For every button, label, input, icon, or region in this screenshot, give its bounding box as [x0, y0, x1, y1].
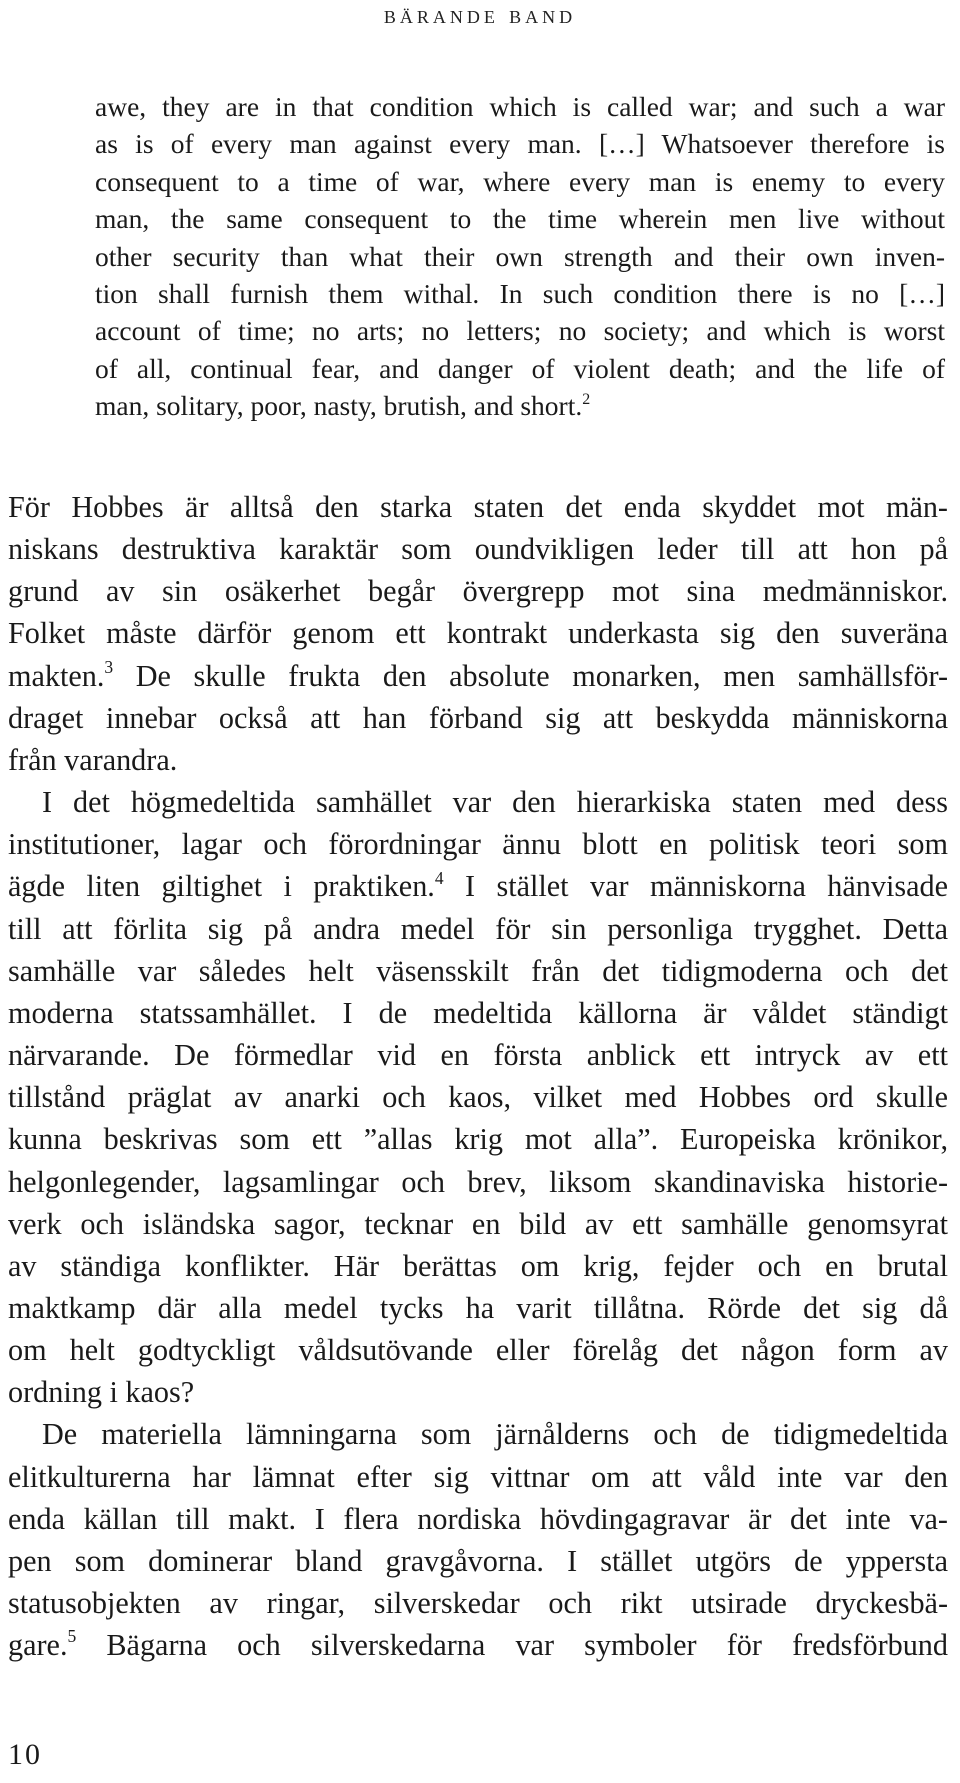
- text-line: De materiella lämningarna som järnålderns och de tidigmedeltida: [42, 1417, 948, 1452]
- quote-line: [95, 387, 945, 424]
- text-line: [8, 655, 948, 697]
- text-line: [8, 1624, 948, 1666]
- text-line: till att förlita sig på andra medel för sin personliga trygghet. Detta: [8, 911, 948, 946]
- quote-line: consequent to a time of war, where every man is enemy to every: [95, 165, 945, 197]
- body-text: [8, 486, 948, 1666]
- quote-line: of all, continual fear, and danger of violent death; and the life of: [95, 352, 945, 384]
- text-line: pen som dominerar bland gravgåvorna. I stället utgörs de yppersta: [8, 1543, 948, 1578]
- text-line: [8, 865, 948, 907]
- text-line: från varandra.: [8, 742, 178, 777]
- quote-line: other security than what their own strength and their own inven-: [95, 240, 945, 272]
- text-line: grund av sin osäkerhet begår övergrepp mot sina medmänniskor.: [8, 574, 948, 609]
- footnote-marker: 2: [582, 390, 591, 408]
- paragraph: [8, 486, 948, 781]
- paragraph: [8, 781, 948, 1413]
- text-line: samhälle var således helt väsensskilt från det tidigmoderna och det: [8, 953, 948, 988]
- paragraph: [8, 1413, 948, 1666]
- text-line: av ständiga konflikter. Här berättas om krig, fejder och en brutal: [8, 1248, 948, 1283]
- footnote-marker: 5: [67, 1626, 77, 1647]
- text-line: maktkamp där alla medel tycks ha varit tillåtna. Rörde det sig då: [8, 1290, 948, 1325]
- running-head: bärande band: [383, 2, 577, 29]
- text-segment: makten.: [8, 658, 105, 693]
- text-line: verk och isländska sagor, tecknar en bild av ett samhälle genomsyrat: [8, 1206, 948, 1241]
- text-line: helgonlegender, lagsamlingar och brev, liksom skandinaviska historie-: [8, 1164, 948, 1199]
- text-line: draget innebar också att han förband sig att beskydda människorna: [8, 700, 948, 735]
- page-number: 10: [8, 1738, 42, 1771]
- text-line: om helt godtyckligt våldsutövande eller förelåg det någon form av: [8, 1333, 948, 1368]
- quote-line: account of time; no arts; no letters; no society; and which is worst: [95, 315, 945, 347]
- quote-line: tion shall furnish them withal. In such condition there is no […]: [95, 278, 945, 310]
- text-line: niskans destruktiva karaktär som oundvikligen leder till att hon på: [8, 532, 948, 567]
- text-line: ordning i kaos?: [8, 1375, 195, 1410]
- text-line: närvarande. De förmedlar vid en första anblick ett intryck av ett: [8, 1038, 948, 1073]
- footnote-marker: 4: [434, 867, 444, 888]
- quote-line: man, the same consequent to the time wherein men live without: [95, 203, 945, 235]
- text-line: För Hobbes är alltså den starka staten det enda skyddet mot män-: [8, 490, 948, 524]
- block-quote: [95, 88, 945, 425]
- text-segment: gare.: [8, 1628, 68, 1663]
- text-line: statusobjekten av ringar, silverskedar och rikt utsirade dryckesbä-: [8, 1586, 948, 1621]
- quote-line-text: man, solitary, poor, nasty, brutish, and short.: [95, 390, 583, 422]
- footnote-marker: 3: [104, 656, 114, 677]
- quote-line: awe, they are in that condition which is called war; and such a war: [95, 91, 945, 122]
- text-line: elitkulturerna har lämnat efter sig vittnar om att våld inte var den: [8, 1459, 948, 1494]
- text-segment: Bägarna och silverskedarna var symboler för fredsförbund: [76, 1628, 948, 1663]
- text-line: Folket måste därför genom ett kontrakt underkasta sig den suveräna: [8, 616, 948, 651]
- text-line: tillstånd präglat av anarki och kaos, vilket med Hobbes ord skulle: [8, 1080, 948, 1115]
- text-line: moderna statssamhället. I de medeltida källorna är våldet ständigt: [8, 995, 948, 1030]
- text-segment: ägde liten giltighet i praktiken.: [8, 869, 435, 904]
- text-segment: De skulle frukta den absolute monarken, men samhällsför-: [113, 658, 948, 693]
- text-line: institutioner, lagar och förordningar ännu blott en politisk teori som: [8, 827, 948, 862]
- text-line: enda källan till makt. I flera nordiska hövdingagravar är det inte va-: [8, 1501, 948, 1536]
- text-line: I det högmedeltida samhället var den hierarkiska staten med dess: [42, 785, 948, 820]
- text-line: kunna beskrivas som ett ”allas krig mot alla”. Europeiska krönikor,: [8, 1122, 948, 1157]
- text-segment: I stället var människorna hänvisade: [443, 869, 948, 904]
- quote-line: as is of every man against every man. […] Whatsoever therefore is: [95, 128, 945, 160]
